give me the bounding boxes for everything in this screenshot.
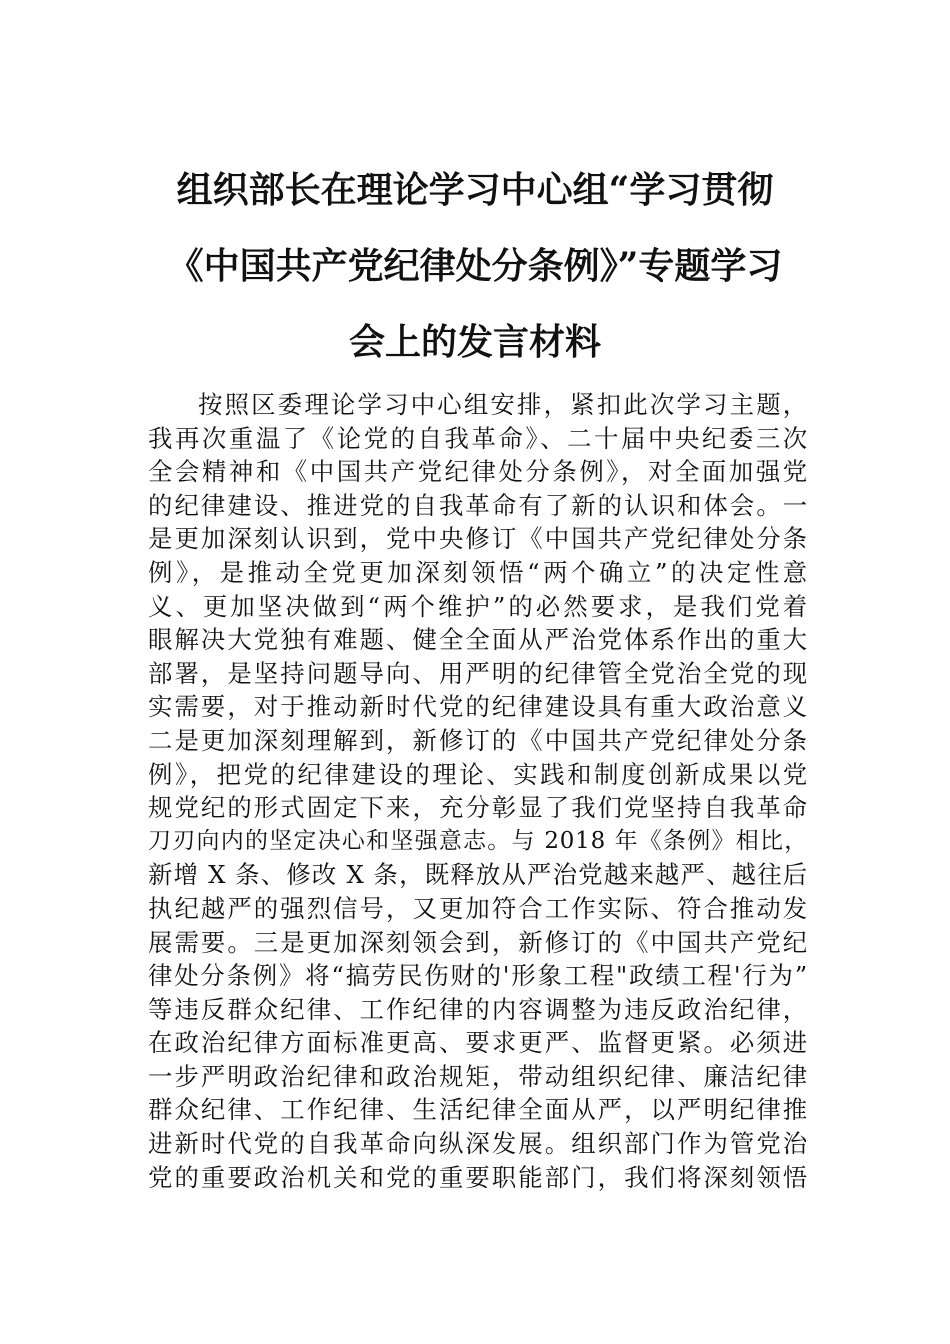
body-line-3: 全会精神和《中国共产党纪律处分条例》，对全面加强党 (148, 457, 808, 487)
body-line-19: 等违反群众纪律、工作纪律的内容调整为违反政治纪律， (148, 994, 808, 1024)
body-line-1: 按照区委理论学习中心组安排，紧扣此次学习主题， (198, 390, 808, 419)
body-line-20: 在政治纪律方面标准更高、要求更严、监督更紧。必须进 (148, 1028, 808, 1058)
body-line-13: 规党纪的形式固定下来，充分彰显了我们党坚持自我革命 (148, 793, 808, 823)
body-line-11: 二是更加深刻理解到，新修订的《中国共产党纪律处分条 (148, 725, 808, 755)
body-line-23: 进新时代党的自我革命向纵深发展。组织部门作为管党治 (148, 1129, 808, 1159)
body-line-21: 一步严明政治纪律和政治规矩，带动组织纪律、廉洁纪律 (148, 1061, 808, 1091)
body-line-22: 群众纪律、工作纪律、生活纪律全面从严，以严明纪律推 (148, 1095, 808, 1125)
body-line-9: 部署，是坚持问题导向、用严明的纪律管全党治全党的现 (148, 658, 808, 688)
body-line-10: 实需要，对于推动新时代党的纪律建设具有重大政治意义 (148, 692, 808, 722)
body-line-16: 执纪越严的强烈信号，又更加符合工作实际、符合推动发 (148, 893, 808, 923)
body-line-15: 新增 X 条、修改 X 条，既释放从严治党越来越严、越往后 (148, 860, 808, 890)
body-line-14: 刀刃向内的坚定决心和坚强意志。与 2018 年《条例》相比， (148, 827, 808, 854)
body-line-2: 我再次重温了《论党的自我革命》、二十届中央纪委三次 (148, 423, 808, 453)
body-line-6: 例》，是推动全党更加深刻领悟“两个确立”的决定性意 (148, 557, 808, 587)
body-line-5: 是更加深刻认识到，党中央修订《中国共产党纪律处分条 (148, 524, 808, 554)
body-line-12: 例》，把党的纪律建设的理论、实践和制度创新成果以党 (148, 759, 808, 789)
document-body (148, 388, 808, 1194)
body-line-7: 义、更加坚决做到“两个维护”的必然要求，是我们党着 (148, 591, 808, 621)
body-line-4: 的纪律建设、推进党的自我革命有了新的认识和体会。一 (148, 490, 808, 520)
body-line-17: 展需要。三是更加深刻领会到，新修订的《中国共产党纪 (148, 927, 808, 957)
body-line-18: 律处分条例》将“搞劳民伤财的'形象工程"政绩工程'行为” (148, 961, 808, 991)
title-line-2: 《中国共产党纪律处分条例》”专题学习 (167, 245, 783, 287)
title-line-1: 组织部长在理论学习中心组“学习贯彻 (176, 169, 774, 211)
document-title (100, 152, 850, 380)
body-line-24: 党的重要政治机关和党的重要职能部门，我们将深刻领悟 (148, 1162, 808, 1192)
title-line-3: 会上的发言材料 (348, 321, 601, 363)
body-line-8: 眼解决大党独有难题、健全全面从严治党体系作出的重大 (148, 625, 808, 655)
